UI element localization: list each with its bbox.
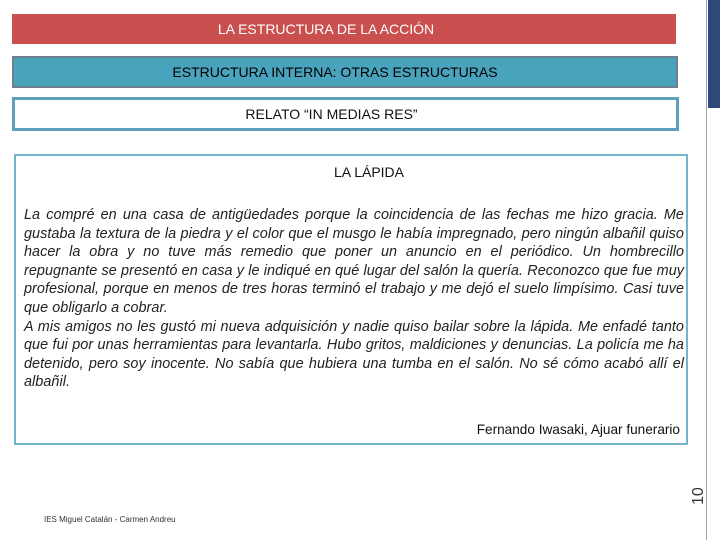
footer-credit: IES Miguel Catalán - Carmen Andreu (44, 515, 176, 524)
side-divider-line (706, 0, 707, 540)
page-number: 10 (690, 487, 707, 505)
side-accent-bar (708, 0, 720, 108)
slide-subtitle: ESTRUCTURA INTERNA: OTRAS ESTRUCTURAS (172, 64, 498, 80)
story-title-text: LA LÁPIDA (333, 164, 405, 180)
relato-label-box (12, 97, 679, 131)
story-paragraph-2: A mis amigos no les gustó mi nueva adquisición y nadie quiso bailar sobre la lápida. Me enfadé tanto que fui por unas herramientas para levantarla. Hubo gritos, maldiciones y denuncias. La policía me ha detenido, pero soy inocente. No sabía que hubiera una tumba en el salón. No sé cómo acabó allí el albañil. (24, 318, 684, 391)
story-text-box (14, 154, 688, 445)
relato-label: RELATO “IN MEDIAS RES” (245, 106, 418, 122)
slide-title-bar (12, 14, 676, 44)
slide-title: LA ESTRUCTURA DE LA ACCIÓN (217, 21, 435, 37)
story-paragraph-1: La compré en una casa de antigüedades porque la coincidencia de las fechas me hizo gracia. Me gustaba la textura de la piedra y el color que el musgo le había impregnado, pero ningún albañil quiso hacer la obra y no tuve más remedio que poner un anuncio en el periódico. Un hombrecillo repugnante se presentó en casa y le indiqué en qué lugar del salón la quería. Reconozco que fue muy profesional, porque en menos de tres horas terminó el trabajo y me dejó el suelo limpísimo. Casi tuve que obligarlo a cobrar. (24, 207, 684, 316)
story-author: Fernando Iwasaki, Ajuar funerario (476, 422, 680, 437)
story-title (16, 164, 690, 180)
story-body (24, 206, 684, 392)
slide-subtitle-bar (12, 56, 678, 88)
